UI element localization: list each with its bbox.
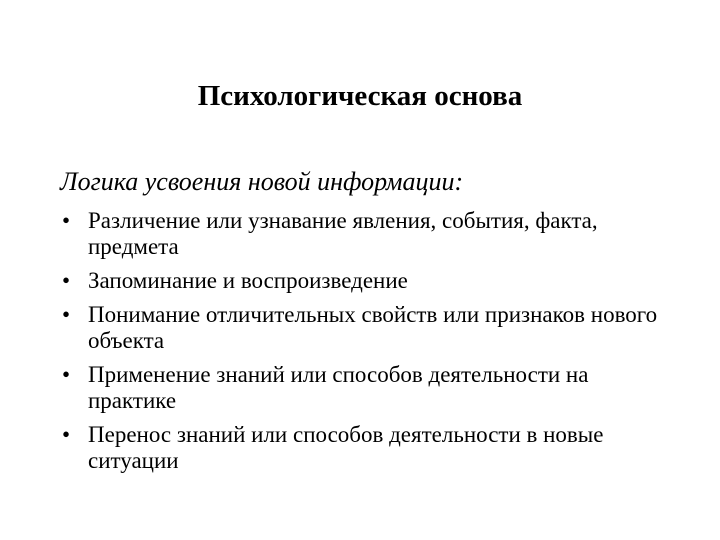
bullet-icon: •	[62, 362, 71, 387]
bullet-text: Применение знаний или способов деятельности на практике	[88, 362, 589, 413]
bullet-list	[60, 208, 660, 482]
bullet-item	[60, 422, 660, 474]
bullet-icon: •	[62, 268, 71, 293]
slide-title: Психологическая основа	[197, 80, 523, 112]
bullet-text: Перенос знаний или способов деятельности в новые ситуации	[88, 422, 604, 473]
slide-subtitle: Логика усвоения новой информации:	[60, 167, 464, 196]
bullet-item	[60, 362, 660, 414]
bullet-item	[60, 208, 660, 260]
bullet-text: Различение или узнавание явления, события, факта, предмета	[88, 208, 598, 259]
bullet-icon: •	[62, 208, 71, 233]
bullet-item	[60, 302, 660, 354]
bullet-item	[60, 268, 660, 294]
bullet-text: Запоминание и воспроизведение	[88, 268, 408, 293]
bullet-icon: •	[62, 422, 71, 447]
bullet-text: Понимание отличительных свойств или признаков нового объекта	[88, 302, 658, 353]
bullet-icon: •	[62, 302, 71, 327]
